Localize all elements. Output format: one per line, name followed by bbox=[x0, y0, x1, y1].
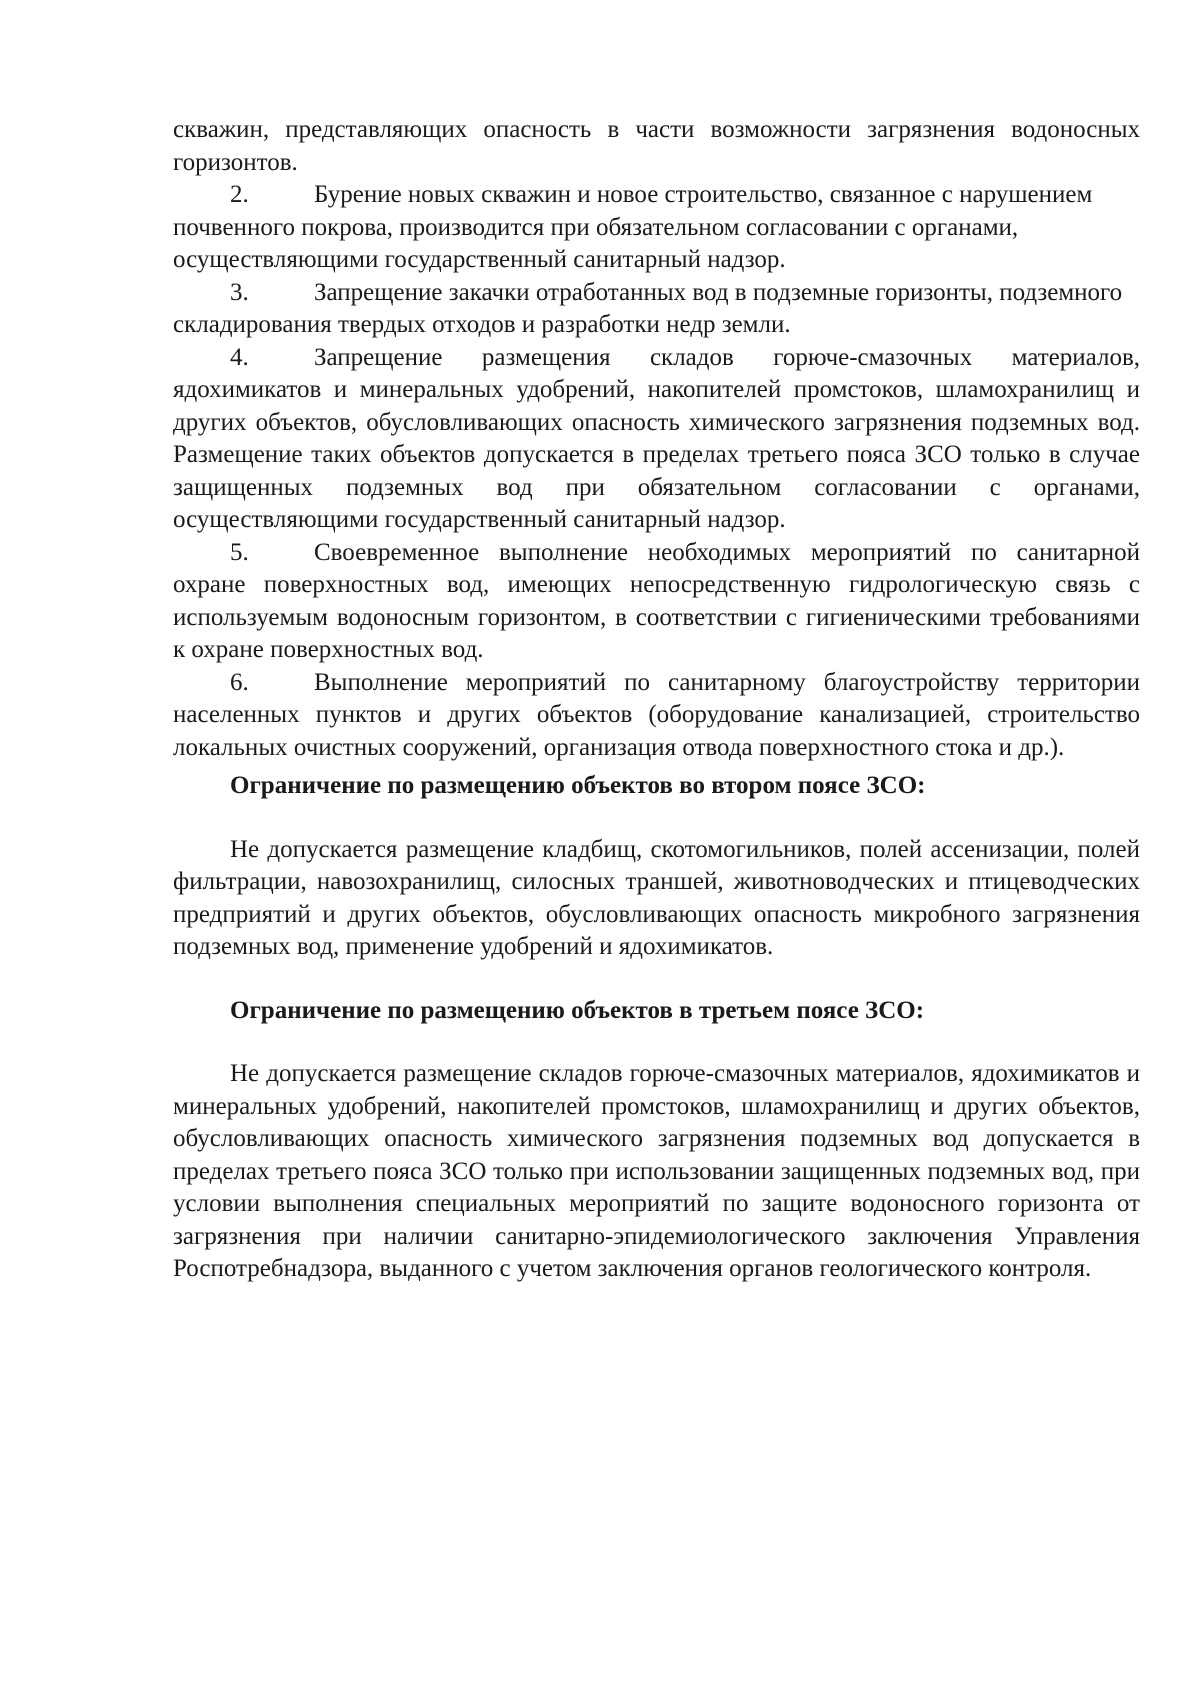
section-paragraph-second-zone: Не допускается размещение кладбищ, скотомогильников, полей ассенизации, полей фильтрации, навозохранилищ, силосных траншей, животноводческих и птицеводческих предприятий и других объектов, обусловливающих опасность микробного загрязнения подземных вод, применение удобрений и ядохимикатов. bbox=[173, 835, 1140, 960]
list-item-text: Запрещение размещения складов горюче-смазочных материалов, ядохимикатов и минеральных удобрений, накопителей промстоков, шламохранилищ и других объектов, обусловливающих опасность химического загрязнения подземных вод. Размещение таких объектов допускается в пределах третьего пояса ЗСО только в случае защищенных подземных вод при обязательном согласовании с органами, осуществляющими государственный санитарный надзор. bbox=[173, 343, 1140, 533]
document-page bbox=[173, 114, 1140, 1286]
list-item-text: Своевременное выполнение необходимых мероприятий по санитарной охране поверхностных вод, имеющих непосредственную гидрологическую связь с используемым водоносным горизонтом, в соответствии с гигиеническими требованиями к охране поверхностных вод. bbox=[173, 538, 1140, 663]
section-paragraph-third-zone: Не допускается размещение складов горюче-смазочных материалов, ядохимикатов и минеральных удобрений, накопителей промстоков, шламохранилищ и других объектов, обусловливающих опасность химического загрязнения подземных вод допускается в пределах третьего пояса ЗСО только при использовании защищенных подземных вод, при условии выполнения специальных мероприятий по защите водоносного горизонта от загрязнения при наличии санитарно-эпидемиологического заключения Управления Роспотребнадзора, выданного с учетом заключения органов геологического контроля. bbox=[173, 1060, 1140, 1282]
list-item-text: Бурение новых скважин и новое строительство, связанное с нарушением почвенного покрова, производится при обязательном согласовании с органами, осуществляющими государственный санитарный надзор. bbox=[173, 181, 1093, 273]
list-item-number: 5. bbox=[230, 538, 249, 566]
section-heading-third-zone: Ограничение по размещению объектов в третьем поясе ЗСО: bbox=[230, 996, 925, 1024]
list-item-number: 6. bbox=[230, 668, 249, 696]
list-item-2 bbox=[173, 179, 1140, 277]
list-item-number: 4. bbox=[230, 343, 249, 371]
list-item-number: 2. bbox=[230, 181, 249, 208]
list-item-text: Запрещение закачки отработанных вод в подземные горизонты, подземного складирования твердых отходов и разработки недр земли. bbox=[173, 278, 1123, 338]
list-item-6 bbox=[173, 667, 1140, 765]
list-item-number: 3. bbox=[230, 278, 249, 306]
list-item-4 bbox=[173, 342, 1140, 537]
list-item-text: Выполнение мероприятий по санитарному благоустройству территории населенных пунктов и других объектов (оборудование канализацией, строительство локальных очистных сооружений, организация отвода поверхностного стока и др.). bbox=[173, 668, 1140, 761]
list-item-5 bbox=[173, 537, 1140, 667]
list-item-3 bbox=[173, 277, 1140, 342]
section-heading-second-zone: Ограничение по размещению объектов во втором поясе ЗСО: bbox=[230, 772, 926, 799]
intro-paragraph: скважин, представляющих опасность в части возможности загрязнения водоносных горизонтов. bbox=[173, 116, 1140, 176]
